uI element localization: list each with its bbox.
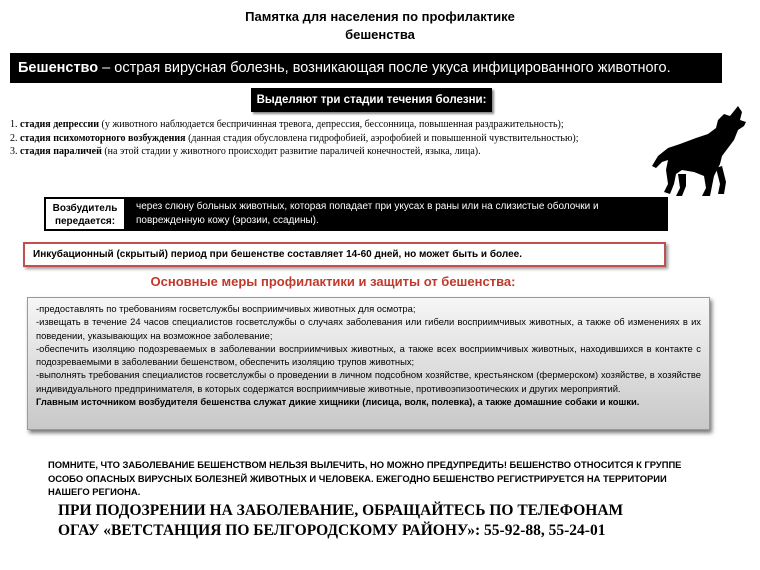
howling-wolf-silhouette-icon <box>650 104 748 200</box>
definition-bar <box>10 53 722 83</box>
measure-item: -обеспечить изоляцию подозреваемых в заболевании восприимчивых животных, а также всех восприимчивых животных, находившихся в контакте с подозреваемыми в заболевании бешенством, обеспечить изоляцию трупов животных; <box>36 342 701 368</box>
stages-heading: Выделяют три стадии течения болезни: <box>251 88 492 112</box>
measure-item: -предоставлять по требованиям госветслужбы восприимчивых животных для осмотра; <box>36 303 416 314</box>
stage-description: (данная стадия обусловлена гидрофобией, аэрофобией и повышенной чувствительностью); <box>185 132 579 144</box>
stage-number: 1. <box>10 119 18 130</box>
prevention-measures-heading: Основные меры профилактики и защиты от бешенства: <box>150 274 516 289</box>
stage-number: 2. <box>10 132 18 144</box>
stage-item <box>10 132 642 146</box>
stage-description: (на этой стадии у животного происходит развитие параличей конечностей, языка, лица). <box>101 146 481 158</box>
stage-item <box>10 145 642 159</box>
prevention-measures-box <box>27 297 710 430</box>
measure-item: -выполнять требования специалистов госветслужбы о проведении в личном подсобном хозяйстве, крестьянском (фермерском) хозяйстве, в хозяйстве индивидуального предпринимателя, в которых содержатся восприимчивые животные, противоэпизоотических и других мероприятий. <box>36 369 701 394</box>
contact-block <box>58 501 718 541</box>
carrier-label <box>44 197 126 231</box>
stage-item <box>10 118 642 132</box>
stage-name: стадия психомоторного возбуждения <box>20 132 186 144</box>
title-line-1: Памятка для населения по профилактике <box>245 9 515 24</box>
carrier-label-line-1: Возбудитель <box>52 203 118 214</box>
carrier-label-line-2: передается: <box>54 216 116 227</box>
incubation-period-box: Инкубационный (скрытый) период при бешенстве составляет 14-60 дней, но может быть и более. <box>23 242 666 267</box>
measure-item: -извещать в течение 24 часов специалистов госветслужбы о случаях заболевания или гибели восприимчивых животных, а также об изменениях в их поведении, указывающих на возможное заболевание; <box>36 316 701 341</box>
page-title <box>0 8 760 44</box>
stages-list <box>10 118 642 159</box>
stage-name: стадия депрессии <box>20 119 99 130</box>
title-line-2: бешенства <box>345 27 415 42</box>
definition-term: Бешенство <box>18 60 99 76</box>
remember-warning: ПОМНИТЕ, ЧТО ЗАБОЛЕВАНИЕ БЕШЕНСТВОМ НЕЛЬЗЯ ВЫЛЕЧИТЬ, НО МОЖНО ПРЕДУПРЕДИТЬ! БЕШЕНСТВО ОТНОСИТСЯ К ГРУППЕ ОСОБО ОПАСНЫХ ВИРУСНЫХ БОЛЕЗНЕЙ ЖИВОТНЫХ И ЧЕЛОВЕКА. ЕЖЕГОДНО БЕШЕНСТВО РЕГИСТРИРУЕТСЯ НА ТЕРРИТОРИИ НАШЕГО РЕГИОНА. <box>48 459 682 497</box>
stage-description: (у животного наблюдается беспричинная тревога, депрессия, бессонница, повышенная раздражительность); <box>98 119 564 130</box>
stage-number: 3. <box>10 146 18 158</box>
contact-line-1: ПРИ ПОДОЗРЕНИИ НА ЗАБОЛЕВАНИЕ, ОБРАЩАЙТЕСЬ ПО ТЕЛЕФОНАМ <box>58 502 624 519</box>
infection-source-note: Главным источником возбудителя бешенства служат дикие хищники (лисица, волк, полевка), а также домашние собаки и кошки. <box>36 396 640 408</box>
definition-text: – острая вирусная болезнь, возникающая после укуса инфицированного животного. <box>98 60 671 76</box>
carrier-description: через слюну больных животных, которая попадает при укусах в раны или на слизистые оболочки и поврежденную кожу (эрозии, ссадины). <box>126 197 668 231</box>
stage-name: стадия параличей <box>20 146 102 158</box>
contact-line-2: ОГАУ «ВЕТСТАНЦИЯ ПО БЕЛГОРОДСКОМУ РАЙОНУ»: 55-92-88, 55-24-01 <box>58 522 606 539</box>
